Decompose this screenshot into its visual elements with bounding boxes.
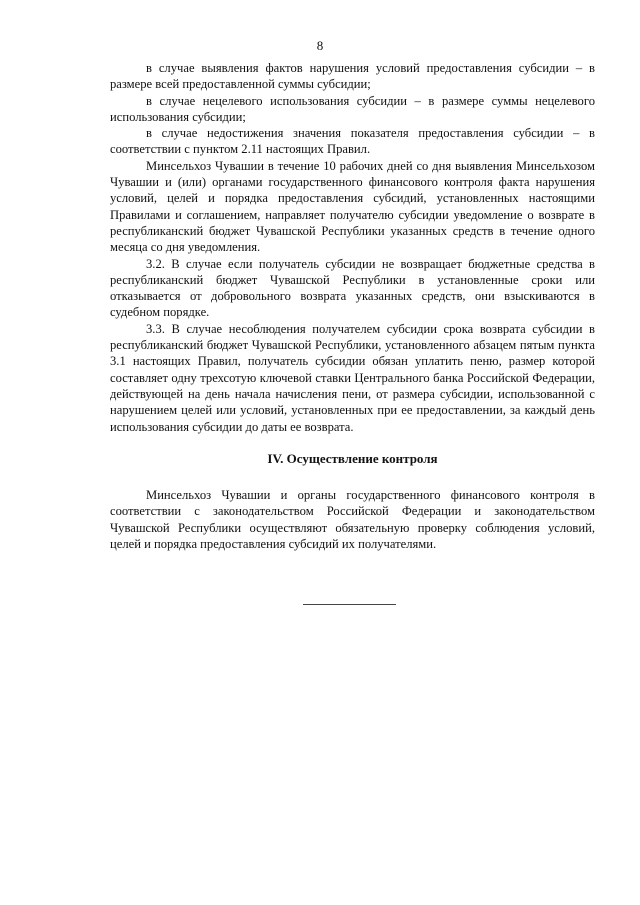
paragraph-refund-misuse: в случае нецелевого использования субсидии – в размере суммы нецелевого использования субсидии; [110, 93, 595, 124]
end-divider [303, 604, 396, 605]
section-heading: IV. Осуществление контроля [267, 450, 438, 466]
paragraph-notification: Минсельхоз Чувашии в течение 10 рабочих дней со дня выявления Минсельхозом Чувашии и (или) органами государственного финансового контроля факта нарушения условий, целей и порядка предоставления субсидий, установленных настоящими Правилами и соглашением, направляет получателю субсидии уведомление о возврате в республиканский бюджет Чувашской Республики указанных средств в течение одного месяца со дня уведомления. [110, 158, 595, 255]
document-body [110, 60, 595, 552]
paragraph-refund-indicator: в случае недостижения значения показателя предоставления субсидии – в соответствии с пунктом 2.11 настоящих Правил. [110, 126, 595, 157]
paragraph-3-3: 3.3. В случае несоблюдения получателем субсидии срока возврата субсидии в республиканский бюджет Чувашской Республики, установленного абзацем пятым пункта 3.1 настоящих Правил, получатель субсидии обязан уплатить пеню, размер которой составляет одну трехсотую ключевой ставки Центрального банка Российской Федерации, действующей на день начала начисления пени, от размера субсидии, использованной с нарушением целей или условий, установленных при ее предоставлении, за каждый день использования субсидии до даты ее возврата. [110, 321, 595, 434]
paragraph-refund-violation: в случае выявления фактов нарушения условий предоставления субсидии – в размере всей предоставленной суммы субсидии; [110, 61, 595, 92]
paragraph-control: Минсельхоз Чувашии и органы государственного финансового контроля в соответствии с законодательством Российской Федерации и законодательством Чувашской Республики осуществляют обязательную проверку соблюдения условий, целей и порядка предоставления субсидий их получателями. [110, 488, 595, 552]
page-number: 8 [316, 38, 324, 53]
paragraph-3-2: 3.2. В случае если получатель субсидии не возвращает бюджетные средства в республиканский бюджет Чувашской Республики в установленные сроки или отказывается от добровольного возврата указанных средств, они взыскиваются в судебном порядке. [110, 256, 595, 320]
